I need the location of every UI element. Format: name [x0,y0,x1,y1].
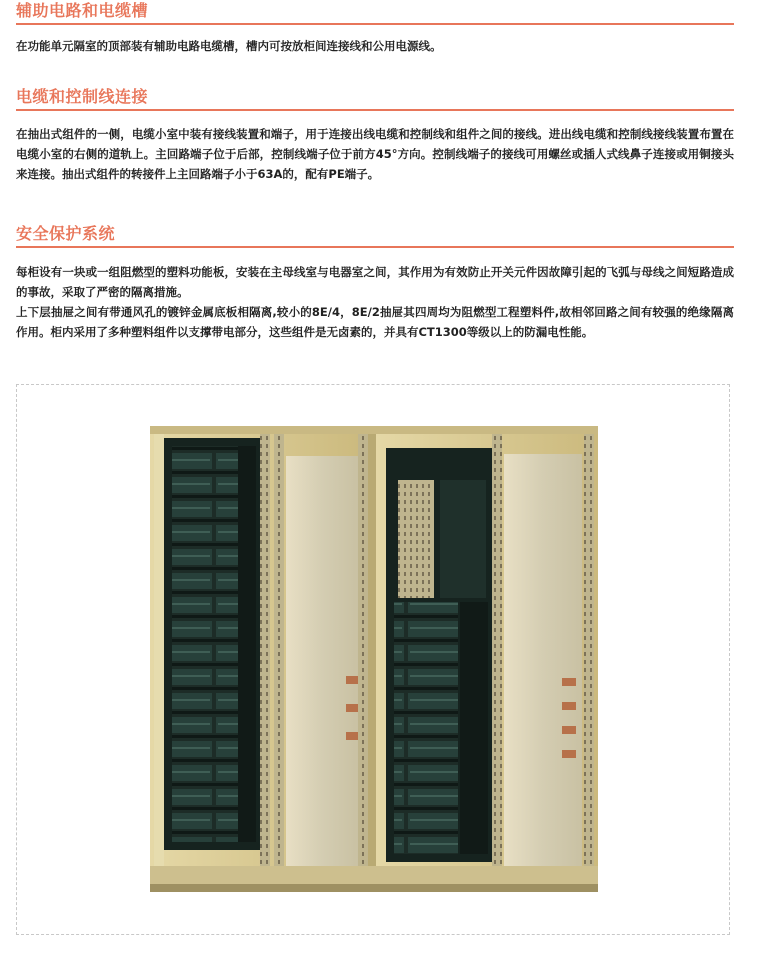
section-paragraph: 上下层抽屉之间有带通风孔的镀锌金属底板相隔离,较小的8E/4，8E/2抽屉其四周均为阻燃型工程塑料件,故相邻回路之间有较强的绝缘隔离作用。柜内采用了多种塑料组件以支撑带电部分，这些组件是无卤素的，并具有CT1300等级以上的防漏电性能。 [16,305,734,339]
cabinet-photo [150,426,598,892]
section-paragraph: 每柜设有一块或一组阻燃型的塑料功能板，安装在主母线室与电器室之间，其作用为有效防止开关元件因故障引起的飞弧与母线之间短路造成的事故，采取了严密的隔离措施。 [16,265,734,299]
section-cable-connection [16,86,734,184]
section-auxiliary-circuit [16,0,734,56]
section-paragraph: 在抽出式组件的一侧，电缆小室中装有接线装置和端子，用于连接出线电缆和控制线和组件之间的接线。进出线电缆和控制线接线装置布置在电缆小室的右侧的道轨上。主回路端子位于后部，控制线端子位于前方45°方向。控制线端子的接线可用螺丝或插人式线鼻子连接或用铜接头来连接。抽出式组件的转接件上主回路端子小于63A的，配有PE端子。 [16,127,734,181]
section-paragraph: 在功能单元隔室的顶部装有辅助电路电缆槽，槽内可按放柜间连接线和公用电源线。 [16,39,442,53]
section-safety-system [16,223,734,342]
section-heading: 安全保护系统 [16,223,734,248]
section-heading: 辅助电路和电缆槽 [16,0,734,25]
section-heading: 电缆和控制线连接 [16,86,734,111]
